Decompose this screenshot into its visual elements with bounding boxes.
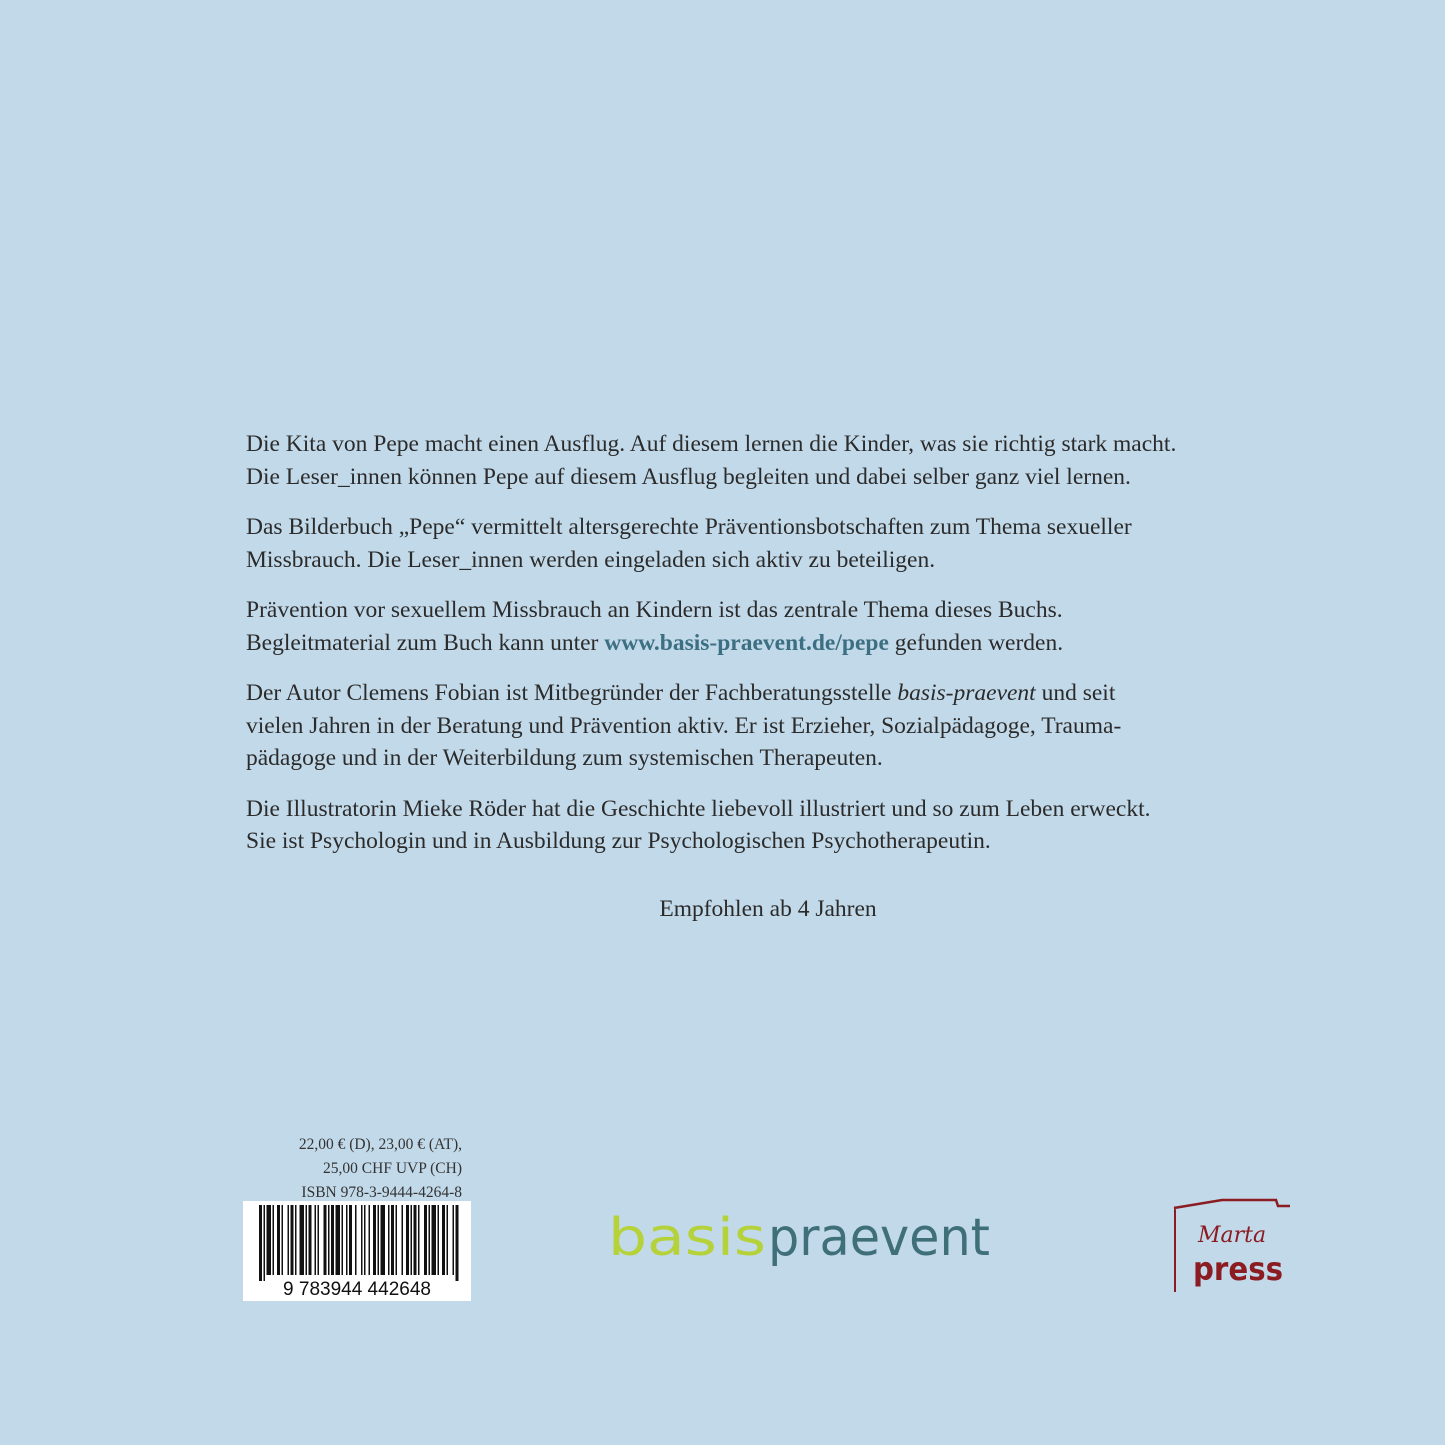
barcode-bar [342, 1205, 344, 1275]
age-recommendation: Empfohlen ab 4 Jahren [659, 896, 877, 922]
blurb-text: Der Autor Clemens Fobian ist Mitbegründer der Fachberatungsstelle [246, 680, 898, 706]
barcode-bar [391, 1205, 394, 1275]
barcode-bar [361, 1205, 363, 1275]
barcode-bar [331, 1205, 334, 1275]
barcode-bar [318, 1205, 320, 1275]
barcode-bar [438, 1205, 440, 1275]
blurb-text: und seit [1035, 680, 1116, 706]
barcode-bar [364, 1205, 366, 1275]
blurb-text: Die Kita von Pepe macht einen Ausflug. Auf diesem lernen die Kinder, was sie richtig stark macht. [246, 431, 1177, 457]
blurb-text: Missbrauch. Die Leser_innen werden eingeladen sich aktiv zu beteiligen. [246, 546, 936, 573]
book-spine-shape [1174, 1206, 1176, 1292]
barcode-bar [328, 1205, 330, 1275]
blurb-paragraph-book [246, 511, 1306, 576]
blurb-paragraph-author [246, 677, 1306, 775]
barcode-bar [414, 1205, 417, 1275]
barcode-bar [264, 1205, 266, 1281]
barcode-bar [306, 1205, 308, 1275]
blurb-text: Prävention vor sexuellem Missbrauch an Kindern ist das zentrale Thema dieses Buchs. [246, 597, 1063, 623]
barcode-bar [424, 1205, 427, 1275]
blurb-text: Begleitmaterial zum Buch kann unter [246, 629, 605, 656]
barcode-bar [406, 1205, 409, 1275]
blurb-text: Die Leser_innen können Pepe auf diesem Ausflug begleiten und dabei selber ganz viel lernen. [246, 463, 1131, 490]
back-cover-blurb [246, 428, 1306, 876]
barcode-bar [273, 1205, 275, 1275]
barcode-bar [277, 1205, 280, 1275]
barcode-bar [373, 1205, 376, 1275]
barcode-bar [295, 1205, 297, 1275]
barcode-bar [259, 1205, 262, 1281]
barcode-bar [267, 1205, 272, 1275]
website-link[interactable]: www.basis-praevent.de/pepe [604, 629, 889, 656]
praevent-logo-text: praevent [768, 1208, 990, 1268]
barcode-bar [369, 1205, 371, 1275]
barcode-bar [315, 1205, 317, 1275]
barcode-bar [378, 1205, 380, 1275]
blurb-paragraph-illustrator [246, 793, 1306, 858]
blurb-text: Die Illustratorin Mieke Röder hat die Geschichte liebevoll illustriert und so zum Leben erweckt. [246, 795, 1151, 822]
barcode-bar [324, 1205, 327, 1275]
barcode-bar [300, 1205, 305, 1275]
basis-logo-text: basis [608, 1208, 766, 1268]
barcode-bar [291, 1205, 294, 1275]
barcode-bar [432, 1205, 437, 1275]
barcode-bar [442, 1205, 445, 1275]
barcode-bar [388, 1205, 390, 1275]
price-line: 22,00 € (D), 23,00 € (AT), [298, 1136, 462, 1153]
blurb-text: vielen Jahren in der Beratung und Prävention aktiv. Er ist Erzieher, Sozialpädagoge, Trauma- [246, 712, 1122, 739]
marta-press-logo [1166, 1198, 1296, 1294]
book-outline-shape [1174, 1200, 1290, 1208]
barcode-digits: 9 783944 442648 [283, 1279, 431, 1300]
basis-praevent-logo [608, 1203, 998, 1273]
blurb-text: Das Bilderbuch „Pepe“ vermittelt altersgerechte Präventionsbotschaften zum Thema sexueller [246, 514, 1132, 540]
price-info [246, 1133, 462, 1205]
organization-name: basis-praevent [897, 680, 1036, 706]
barcode-bar [429, 1205, 431, 1275]
blurb-paragraph-prevention [246, 594, 1306, 659]
barcode-bar [396, 1205, 398, 1275]
barcode-bar [288, 1205, 290, 1275]
price-line: 25,00 CHF UVP (CH) [323, 1160, 462, 1177]
blurb-paragraph-intro [246, 428, 1306, 493]
barcode-bar [282, 1205, 284, 1275]
barcode-bar [355, 1205, 357, 1275]
barcode-bar [447, 1205, 449, 1275]
blurb-text: Sie ist Psychologin und in Ausbildung zur Psychologischen Psychotherapeutin. [246, 828, 991, 854]
blurb-text: gefunden werden. [888, 629, 1064, 656]
press-logo-text: press [1193, 1250, 1283, 1288]
barcode-bar [349, 1205, 352, 1275]
barcode-bar [456, 1205, 459, 1281]
blurb-text: pädagoge und in der Weiterbildung zum systemischen Therapeuten. [246, 745, 883, 771]
isbn: ISBN 978-3-9444-4264-8 [301, 1184, 462, 1201]
barcode-bar [309, 1205, 312, 1275]
barcode-bar [402, 1205, 404, 1275]
barcode-bar [336, 1205, 341, 1275]
barcode-bar [411, 1205, 413, 1275]
barcode [243, 1201, 471, 1301]
barcode-bar [346, 1205, 348, 1275]
barcode-bar [381, 1205, 386, 1275]
marta-logo-text: Marta [1197, 1223, 1267, 1248]
barcode-bar [453, 1205, 455, 1275]
barcode-bar [418, 1205, 420, 1275]
